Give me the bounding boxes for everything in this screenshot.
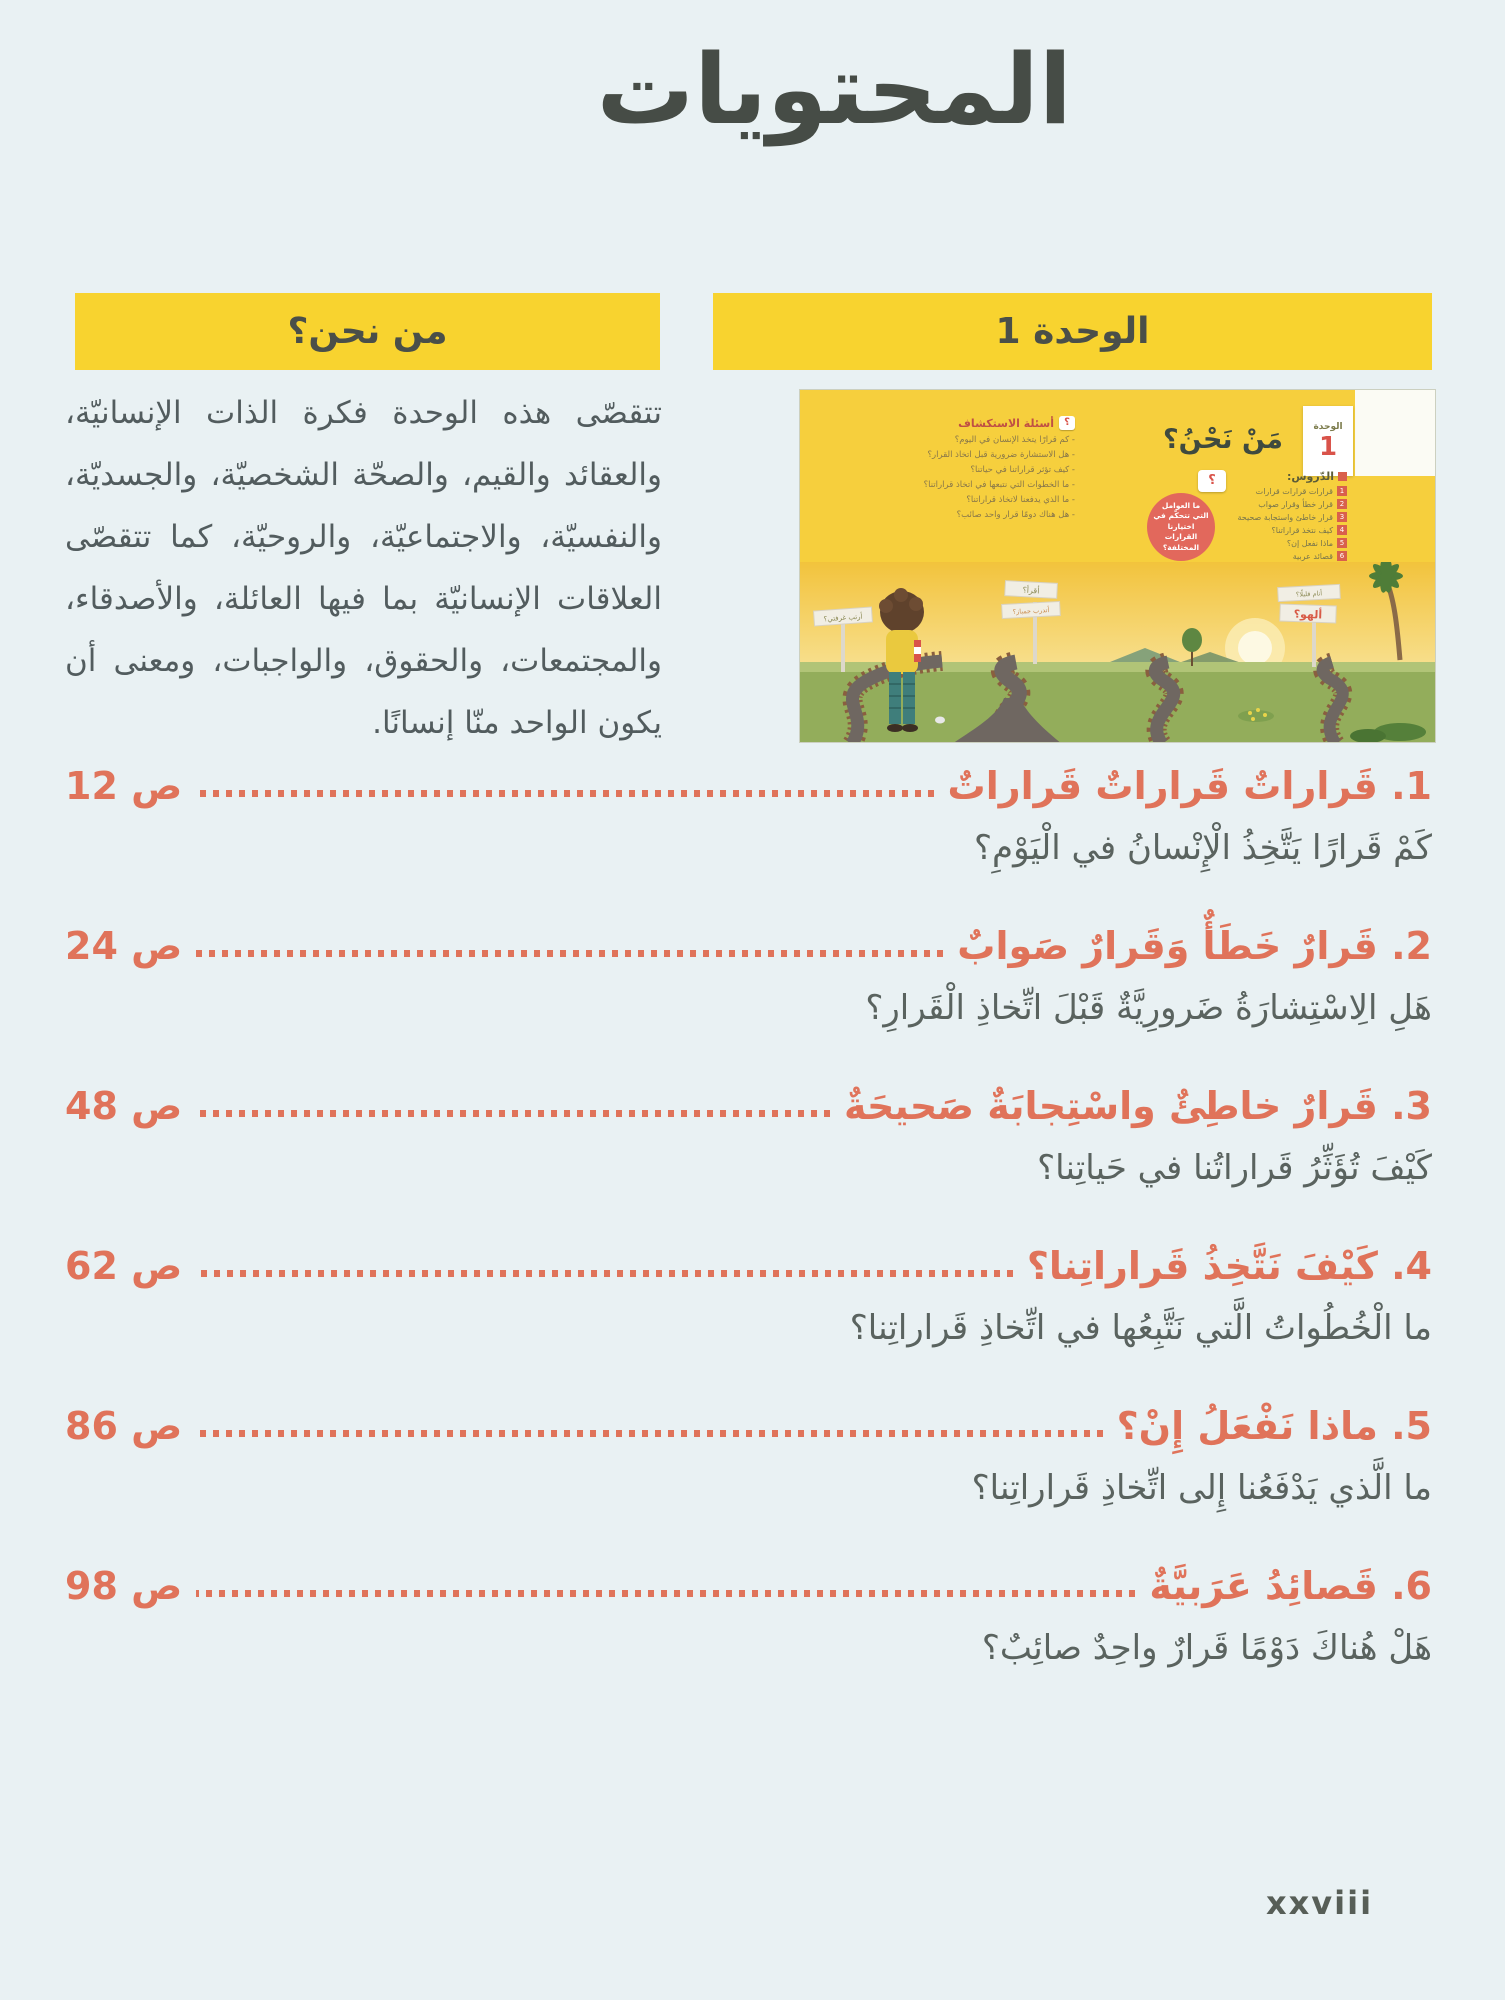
lesson-question: كَيْفَ تُؤَثِّرُ قَراراتُنا في حَياتِنا؟ <box>1037 1148 1432 1189</box>
exploration-question: - هل الاستشارة ضرورية قبل اتخاذ القرار؟ <box>875 450 1075 460</box>
exploration-question: - ما الذي يدفعنا لاتخاذ قراراتنا؟ <box>875 495 1075 505</box>
lesson-list-item: 1 قرارات قرارات قرارات <box>1237 486 1347 496</box>
entry-title-row <box>65 1242 1432 1291</box>
toc-entry <box>65 1562 1432 1674</box>
exploration-question: - كيف تؤثر قراراتنا في حياتنا؟ <box>875 465 1075 475</box>
toc-entry <box>65 762 1432 874</box>
exploration-question: - هل هناك دومًا قرار واحد صائب؟ <box>875 510 1075 520</box>
svg-text:أرتب غرفتي؟: أرتب غرفتي؟ <box>823 612 863 624</box>
unit-title-header <box>75 293 660 370</box>
lesson-number-badge: 2 <box>1337 499 1347 509</box>
unit-number-label: الوحدة 1 <box>995 311 1150 352</box>
unit-badge <box>1303 406 1353 476</box>
lessons-list <box>1237 470 1347 561</box>
folio-page-number: xxviii <box>1266 1884 1374 1922</box>
svg-text:أتدرب جمباز؟: أتدرب جمباز؟ <box>1012 606 1050 616</box>
question-bubble-icon: ؟ <box>1059 416 1075 430</box>
lesson-question: ما الْخُطُواتُ الَّتي نَتَّبِعُها في اتِّخاذِ قَراراتِنا؟ <box>849 1308 1432 1349</box>
lesson-title: 3. قَرارٌ خاطِئٌ واسْتِجابَةٌ صَحيحَةٌ <box>843 1084 1432 1128</box>
unit-badge-number: 1 <box>1318 432 1338 462</box>
entry-title-row <box>65 1082 1432 1131</box>
lesson-title: 6. قَصائِدُ عَرَبيَّةٌ <box>1149 1564 1432 1608</box>
exploration-questions-heading <box>875 416 1075 430</box>
lesson-page-number: ص 98 <box>65 1564 183 1608</box>
dotted-leader <box>196 790 933 797</box>
bird <box>935 717 945 724</box>
lesson-title: 2. قَرارٌ خَطَأٌ وَقَرارٌ صَوابٌ <box>957 924 1432 968</box>
crossroads-illustration <box>800 562 1435 742</box>
svg-text:أنام قليلًا؟: أنام قليلًا؟ <box>1295 589 1323 599</box>
unit-badge-label: الوحدة <box>1313 422 1343 432</box>
lesson-page-number: ص 12 <box>65 764 183 808</box>
lesson-list-item: 2 قرار خطأ وقرار صواب <box>1237 499 1347 509</box>
lesson-list-item: 3 قرار خاطئ واستجابة صحيحة <box>1237 512 1347 522</box>
lesson-title: 4. كَيْفَ نَتَّخِذُ قَراراتِنا؟ <box>1026 1244 1432 1288</box>
list-bullet-icon <box>1338 472 1347 481</box>
dotted-leader <box>196 1430 1102 1437</box>
lessons-heading <box>1237 470 1347 483</box>
lesson-page-number: ص 86 <box>65 1404 183 1448</box>
exploration-question: - ما الخطوات التي نتبعها في اتخاذ قراراتنا؟ <box>875 480 1075 490</box>
toc-entry <box>65 1082 1432 1194</box>
tree <box>1182 628 1202 652</box>
lesson-number-badge: 5 <box>1337 538 1347 548</box>
page-title: المحتويات <box>596 33 1072 146</box>
unit-opener-thumbnail <box>800 390 1435 742</box>
lesson-page-number: ص 24 <box>65 924 183 968</box>
exploration-heading-label: أسئلة الاستكشاف <box>958 416 1054 430</box>
unit-title-label: من نحن؟ <box>287 311 448 352</box>
lesson-question: هَلْ هُناكَ دَوْمًا قَرارٌ واحِدٌ صائِبٌ؟ <box>981 1628 1432 1669</box>
lesson-page-number: ص 48 <box>65 1084 183 1128</box>
unit-description: تتقصّى هذه الوحدة فكرة الذات الإنسانيّة، والعقائد والقيم، والصحّة الشخصيّة، والجسديّة، والنفسيّة، والاجتماعيّة، والروحيّة، كما تتقصّى العلاقات الإنسانيّة بما فيها العائلة، والأصدقاء، والمجتمعات، والحقوق، والواجبات، ومعنى أن يكون الواحد منّا إنسانًا. <box>65 395 662 741</box>
lesson-number-badge: 4 <box>1337 525 1347 535</box>
exploration-question: - كم قرارًا يتخذ الإنسان في اليوم؟ <box>875 435 1075 445</box>
unit-opener-title: مَنْ نَحْنُ؟ <box>1163 424 1283 455</box>
lesson-title: 5. ماذا نَفْعَلُ إِنْ؟ <box>1116 1404 1432 1448</box>
dotted-leader <box>196 1590 1135 1597</box>
lesson-number-badge: 6 <box>1337 551 1347 561</box>
page-margin-strip <box>1355 390 1435 476</box>
toc-entry <box>65 1402 1432 1514</box>
lesson-list-item: 5 ماذا نفعل إن؟ <box>1237 538 1347 548</box>
dotted-leader <box>196 950 943 957</box>
dotted-leader <box>196 1110 830 1117</box>
lesson-title: 1. قَراراتٌ قَراراتٌ قَراراتٌ <box>947 764 1432 808</box>
svg-text:أقرأ؟: أقرأ؟ <box>1022 585 1040 596</box>
lesson-question: هَلِ الِاسْتِشارَةُ ضَرورِيَّةٌ قَبْلَ اتِّخاذِ الْقَرارِ؟ <box>865 988 1432 1029</box>
sun <box>1238 631 1272 665</box>
toc-entry <box>65 1242 1432 1354</box>
lesson-list-item: 6 قصائد عربية <box>1237 551 1347 561</box>
toc-entry <box>65 922 1432 1034</box>
lesson-question: ما الَّذي يَدْفَعُنا إِلى اتِّخاذِ قَراراتِنا؟ <box>971 1468 1432 1509</box>
entry-title-row <box>65 922 1432 971</box>
exploration-questions <box>875 416 1075 520</box>
question-mark-bubble-icon: ؟ <box>1198 470 1226 492</box>
lesson-list-item: 4 كيف نتخذ قراراتنا؟ <box>1237 525 1347 535</box>
lesson-number-badge: 1 <box>1337 486 1347 496</box>
entry-title-row <box>65 762 1432 811</box>
lesson-number-badge: 3 <box>1337 512 1347 522</box>
factors-question-bubble: ما العوامل التي تتحكّم في اختيارنا القرارات المختلفة؟ <box>1147 493 1215 561</box>
entry-title-row <box>65 1402 1432 1451</box>
lesson-page-number: ص 62 <box>65 1244 183 1288</box>
dotted-leader <box>196 1270 1013 1277</box>
lesson-question: كَمْ قَرارًا يَتَّخِذُ الْإِنْسانُ في الْيَوْمِ؟ <box>974 828 1432 869</box>
unit-number-header <box>713 293 1432 370</box>
entry-title-row <box>65 1562 1432 1611</box>
svg-text:ألهو؟: ألهو؟ <box>1293 607 1323 622</box>
lessons-heading-label: الدّروس: <box>1286 470 1334 483</box>
